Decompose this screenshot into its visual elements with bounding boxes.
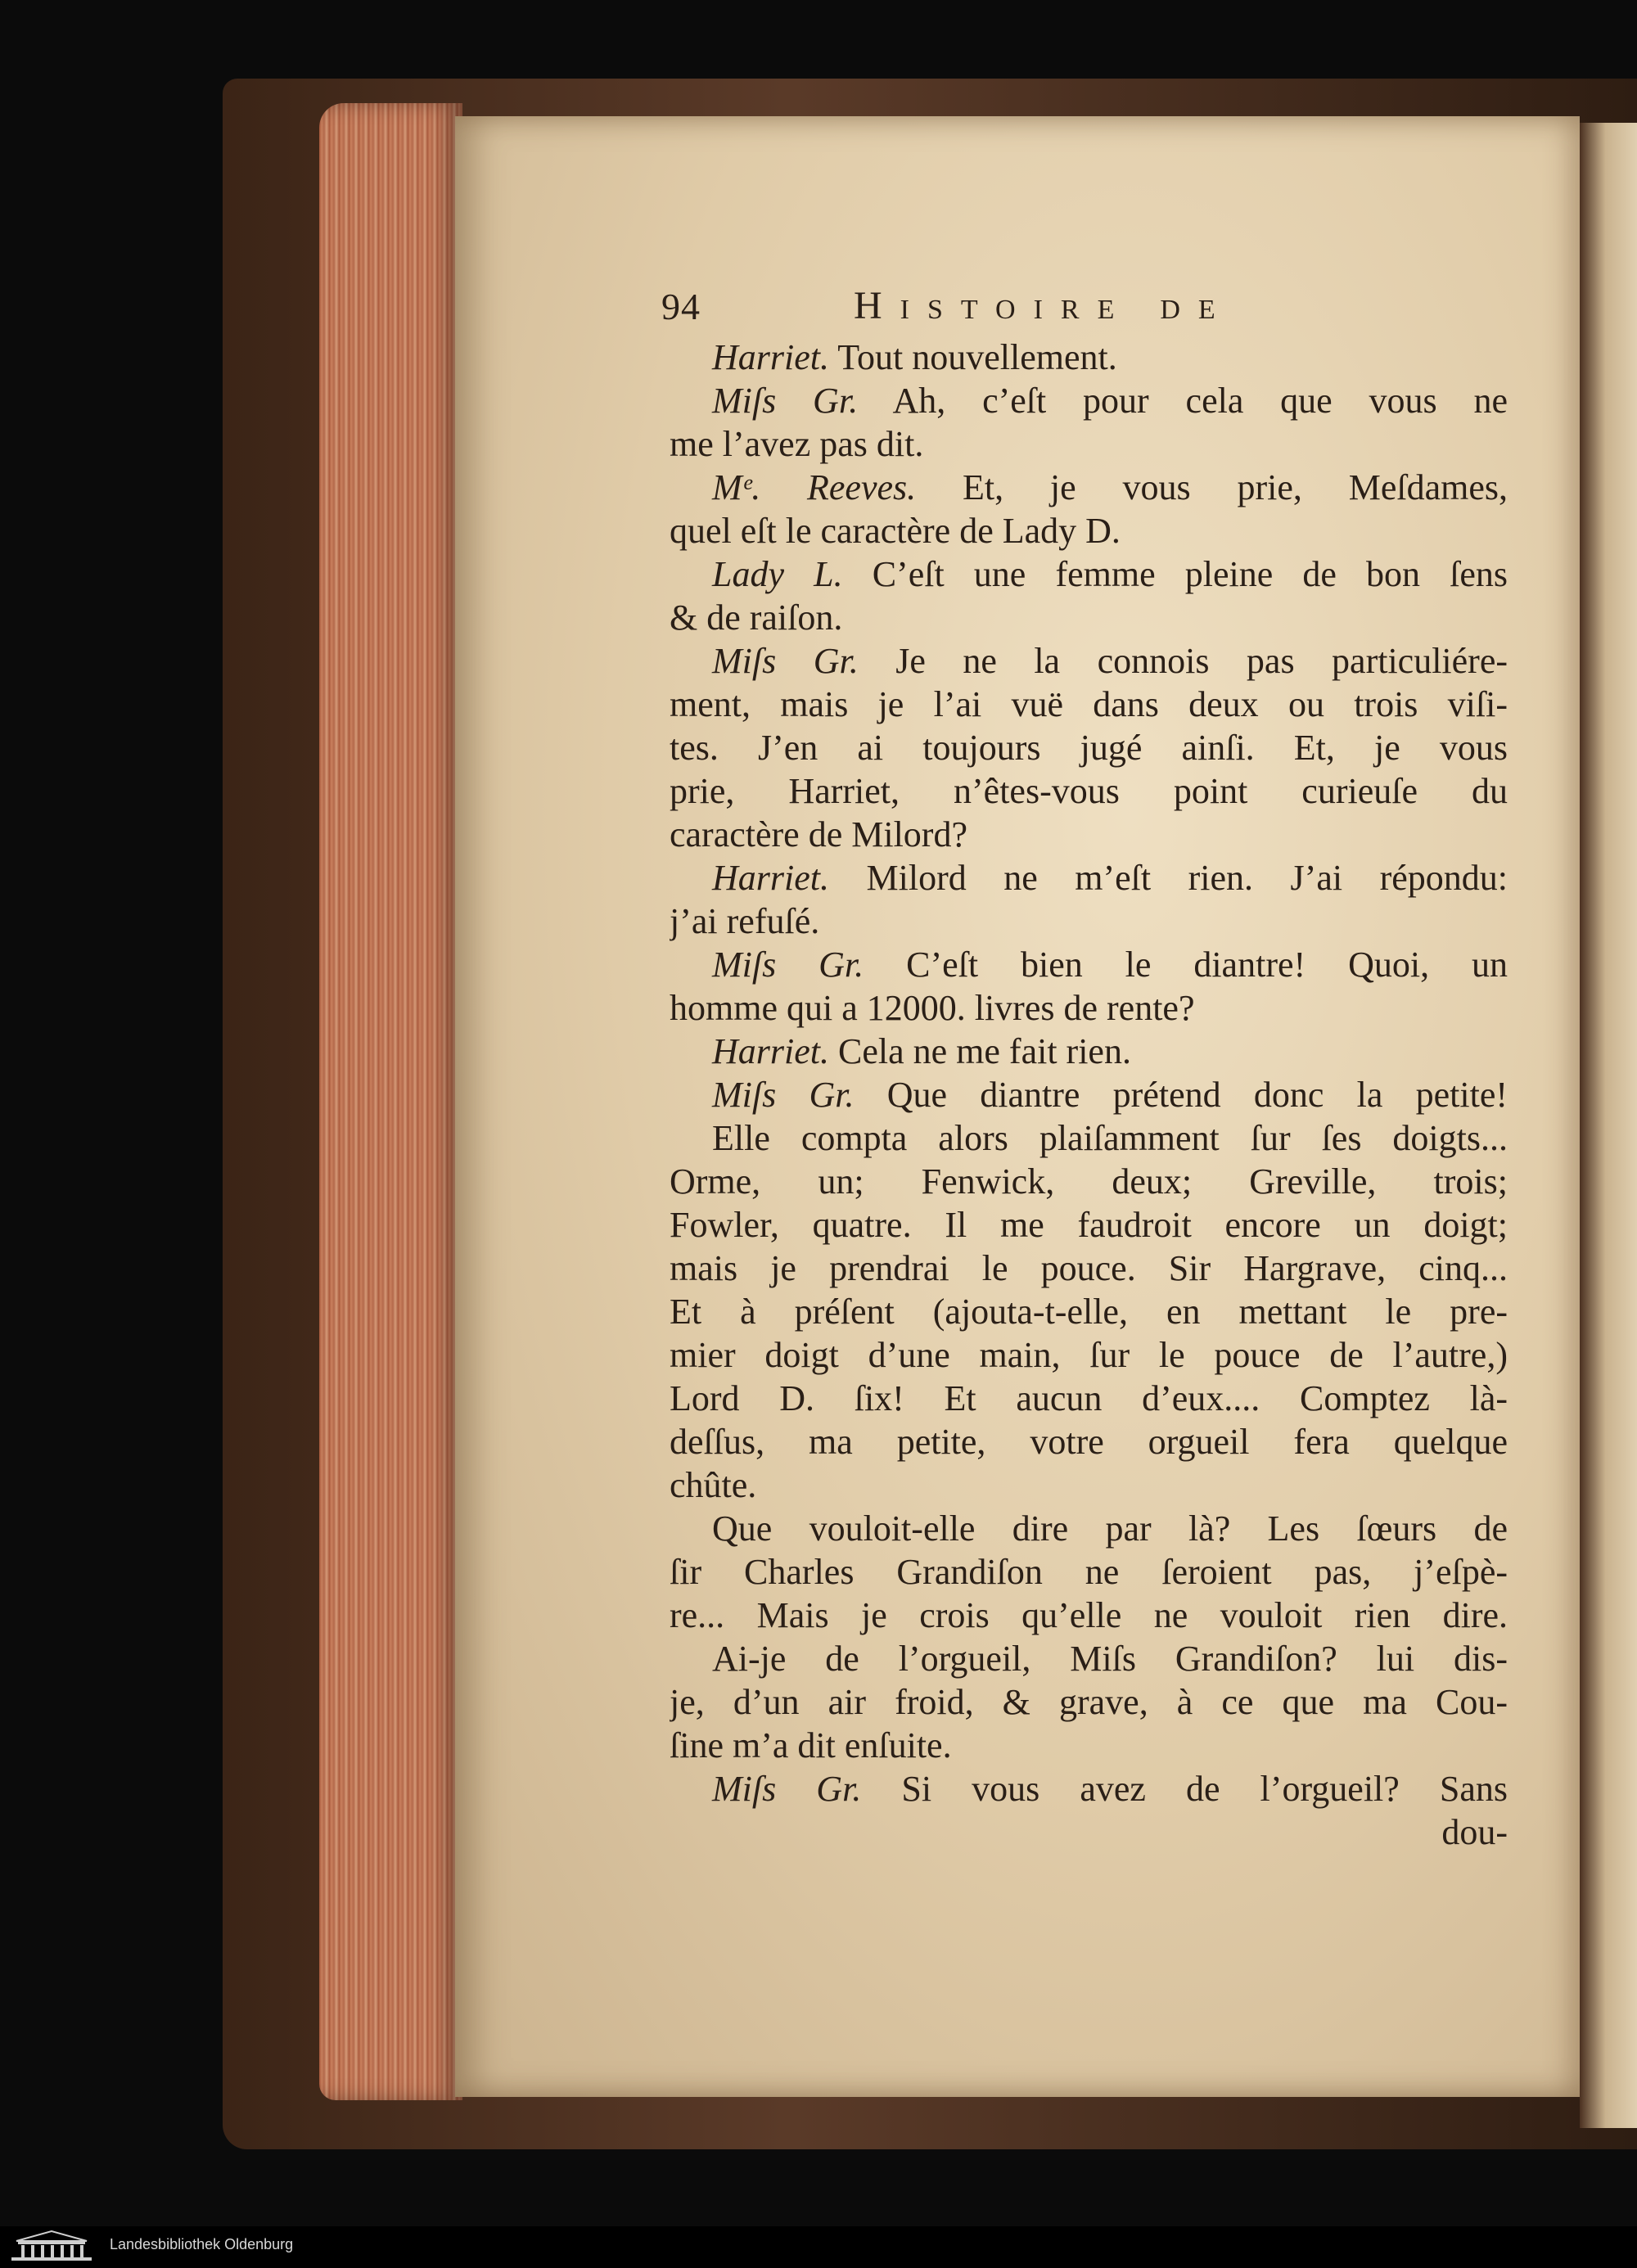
line-text: Lord D. ſix! Et aucun d’eux.... Comptez là- [670, 1378, 1508, 1418]
line-text: Cela ne me fait rien. [829, 1031, 1131, 1071]
text-line [670, 726, 1508, 769]
line-text: C’eſt une femme pleine de bon ſens [842, 554, 1508, 594]
line-text: Milord ne m’eſt rien. J’ai répondu: [829, 858, 1508, 898]
speaker-label: Miſs Gr. [712, 1075, 855, 1115]
text-line [670, 1073, 1508, 1116]
text-line [670, 1463, 1508, 1507]
text-line [670, 552, 1508, 596]
speaker-label: Miſs Gr. [712, 641, 859, 681]
text-line [670, 379, 1508, 422]
speaker-label: Lady L. [712, 554, 843, 594]
line-text: j’ai refuſé. [670, 901, 820, 941]
text-line [670, 813, 1508, 856]
facing-page-edge [1580, 123, 1637, 2128]
text-line [670, 1507, 1508, 1550]
line-text: Et à préſent (ajouta-t-elle, en mettant le pre- [670, 1292, 1508, 1332]
text-line [670, 1290, 1508, 1333]
text-line [670, 1724, 1508, 1767]
line-text: & de raiſon. [670, 597, 843, 638]
line-text: ſine m’a dit enſuite. [670, 1725, 952, 1765]
line-text: Que diantre prétend donc la petite! [854, 1075, 1508, 1115]
line-text: deſſus, ma petite, votre orgueil fera quelque [670, 1422, 1508, 1462]
line-text: ment, mais je l’ai vuë dans deux ou trois viſi- [670, 684, 1508, 724]
library-building-icon [8, 2230, 95, 2262]
line-text: je, d’un air froid, & grave, à ce que ma Cou- [670, 1682, 1508, 1722]
line-text: Elle compta alors plaiſamment ſur ſes doigts... [712, 1118, 1508, 1158]
line-text: quel eſt le caractère de Lady D. [670, 511, 1121, 551]
speaker-label: Harriet. [712, 337, 829, 377]
text-line [670, 900, 1508, 943]
line-text: Je ne la connois pas particuliére- [858, 641, 1508, 681]
text-line [670, 856, 1508, 900]
page-number: 94 [661, 286, 701, 327]
text-line [670, 1767, 1508, 1810]
line-text: dou- [1441, 1812, 1508, 1852]
speaker-label: Harriet. [712, 858, 829, 898]
text-line [670, 986, 1508, 1030]
line-text: tes. J’en ai toujours jugé ainſi. Et, je vous [670, 728, 1508, 768]
text-line [670, 1333, 1508, 1377]
text-line [670, 943, 1508, 986]
text-line [670, 596, 1508, 639]
line-text: homme qui a 12000. livres de rente? [670, 988, 1195, 1028]
speaker-label: Miſs Gr. [712, 1769, 862, 1809]
text-line [670, 509, 1508, 552]
line-text: Que vouloit-elle dire par là? Les ſœurs de [712, 1508, 1508, 1549]
line-text: ſir Charles Grandiſon ne ſeroient pas, j’eſpè- [670, 1552, 1508, 1592]
text-block [661, 284, 1508, 1854]
line-text: chûte. [670, 1465, 757, 1505]
text-line [670, 422, 1508, 466]
line-text: Orme, un; Fenwick, deux; Greville, trois; [670, 1161, 1508, 1202]
text-line [670, 683, 1508, 726]
line-text: Et, je vous prie, Meſdames, [916, 467, 1508, 507]
running-title: Histoire de [854, 284, 1233, 327]
line-text: mais je prendrai le pouce. Sir Hargrave, cinq... [670, 1248, 1508, 1288]
catchword [670, 1810, 1508, 1854]
line-text: Ai-je de l’orgueil, Miſs Grandiſon? lui dis- [712, 1639, 1508, 1679]
line-text: mier doigt d’une main, ſur le pouce de l’autre,) [670, 1335, 1508, 1375]
speaker-label: Miſs Gr. [712, 945, 864, 985]
line-text: Fowler, quatre. Il me faudroit encore un doigt; [670, 1205, 1508, 1245]
line-text: prie, Harriet, n’êtes-vous point curieuſe du [670, 771, 1508, 811]
text-line [670, 1030, 1508, 1073]
text-line [670, 639, 1508, 683]
text-line [670, 1203, 1508, 1247]
text-line [670, 1594, 1508, 1637]
page-edges [319, 103, 462, 2100]
text-line [670, 1550, 1508, 1594]
text-line [670, 1116, 1508, 1160]
text-line [670, 1637, 1508, 1680]
text-line [670, 769, 1508, 813]
line-text: re... Mais je crois qu’elle ne vouloit rien dire. [670, 1595, 1508, 1635]
line-text: me l’avez pas dit. [670, 424, 924, 464]
line-text: Tout nouvellement. [829, 337, 1117, 377]
line-text: caractère de Milord? [670, 814, 967, 854]
library-name: Landesbibliothek Oldenburg [110, 2236, 294, 2252]
text-line [670, 1160, 1508, 1203]
page-header [661, 284, 1508, 332]
text-line [670, 1377, 1508, 1420]
speaker-label: Harriet. [712, 1031, 829, 1071]
line-text: C’eſt bien le diantre! Quoi, un [864, 945, 1508, 985]
text-line [670, 1680, 1508, 1724]
text-line [670, 1247, 1508, 1290]
line-text: Ah, c’eſt pour cela que vous ne [858, 381, 1508, 421]
text-line [670, 466, 1508, 509]
speaker-label: Mᵉ. Reeves. [712, 467, 917, 507]
line-text: Si vous avez de l’orgueil? Sans [861, 1769, 1508, 1809]
text-line [670, 1420, 1508, 1463]
text-line [670, 336, 1508, 379]
speaker-label: Miſs Gr. [712, 381, 859, 421]
